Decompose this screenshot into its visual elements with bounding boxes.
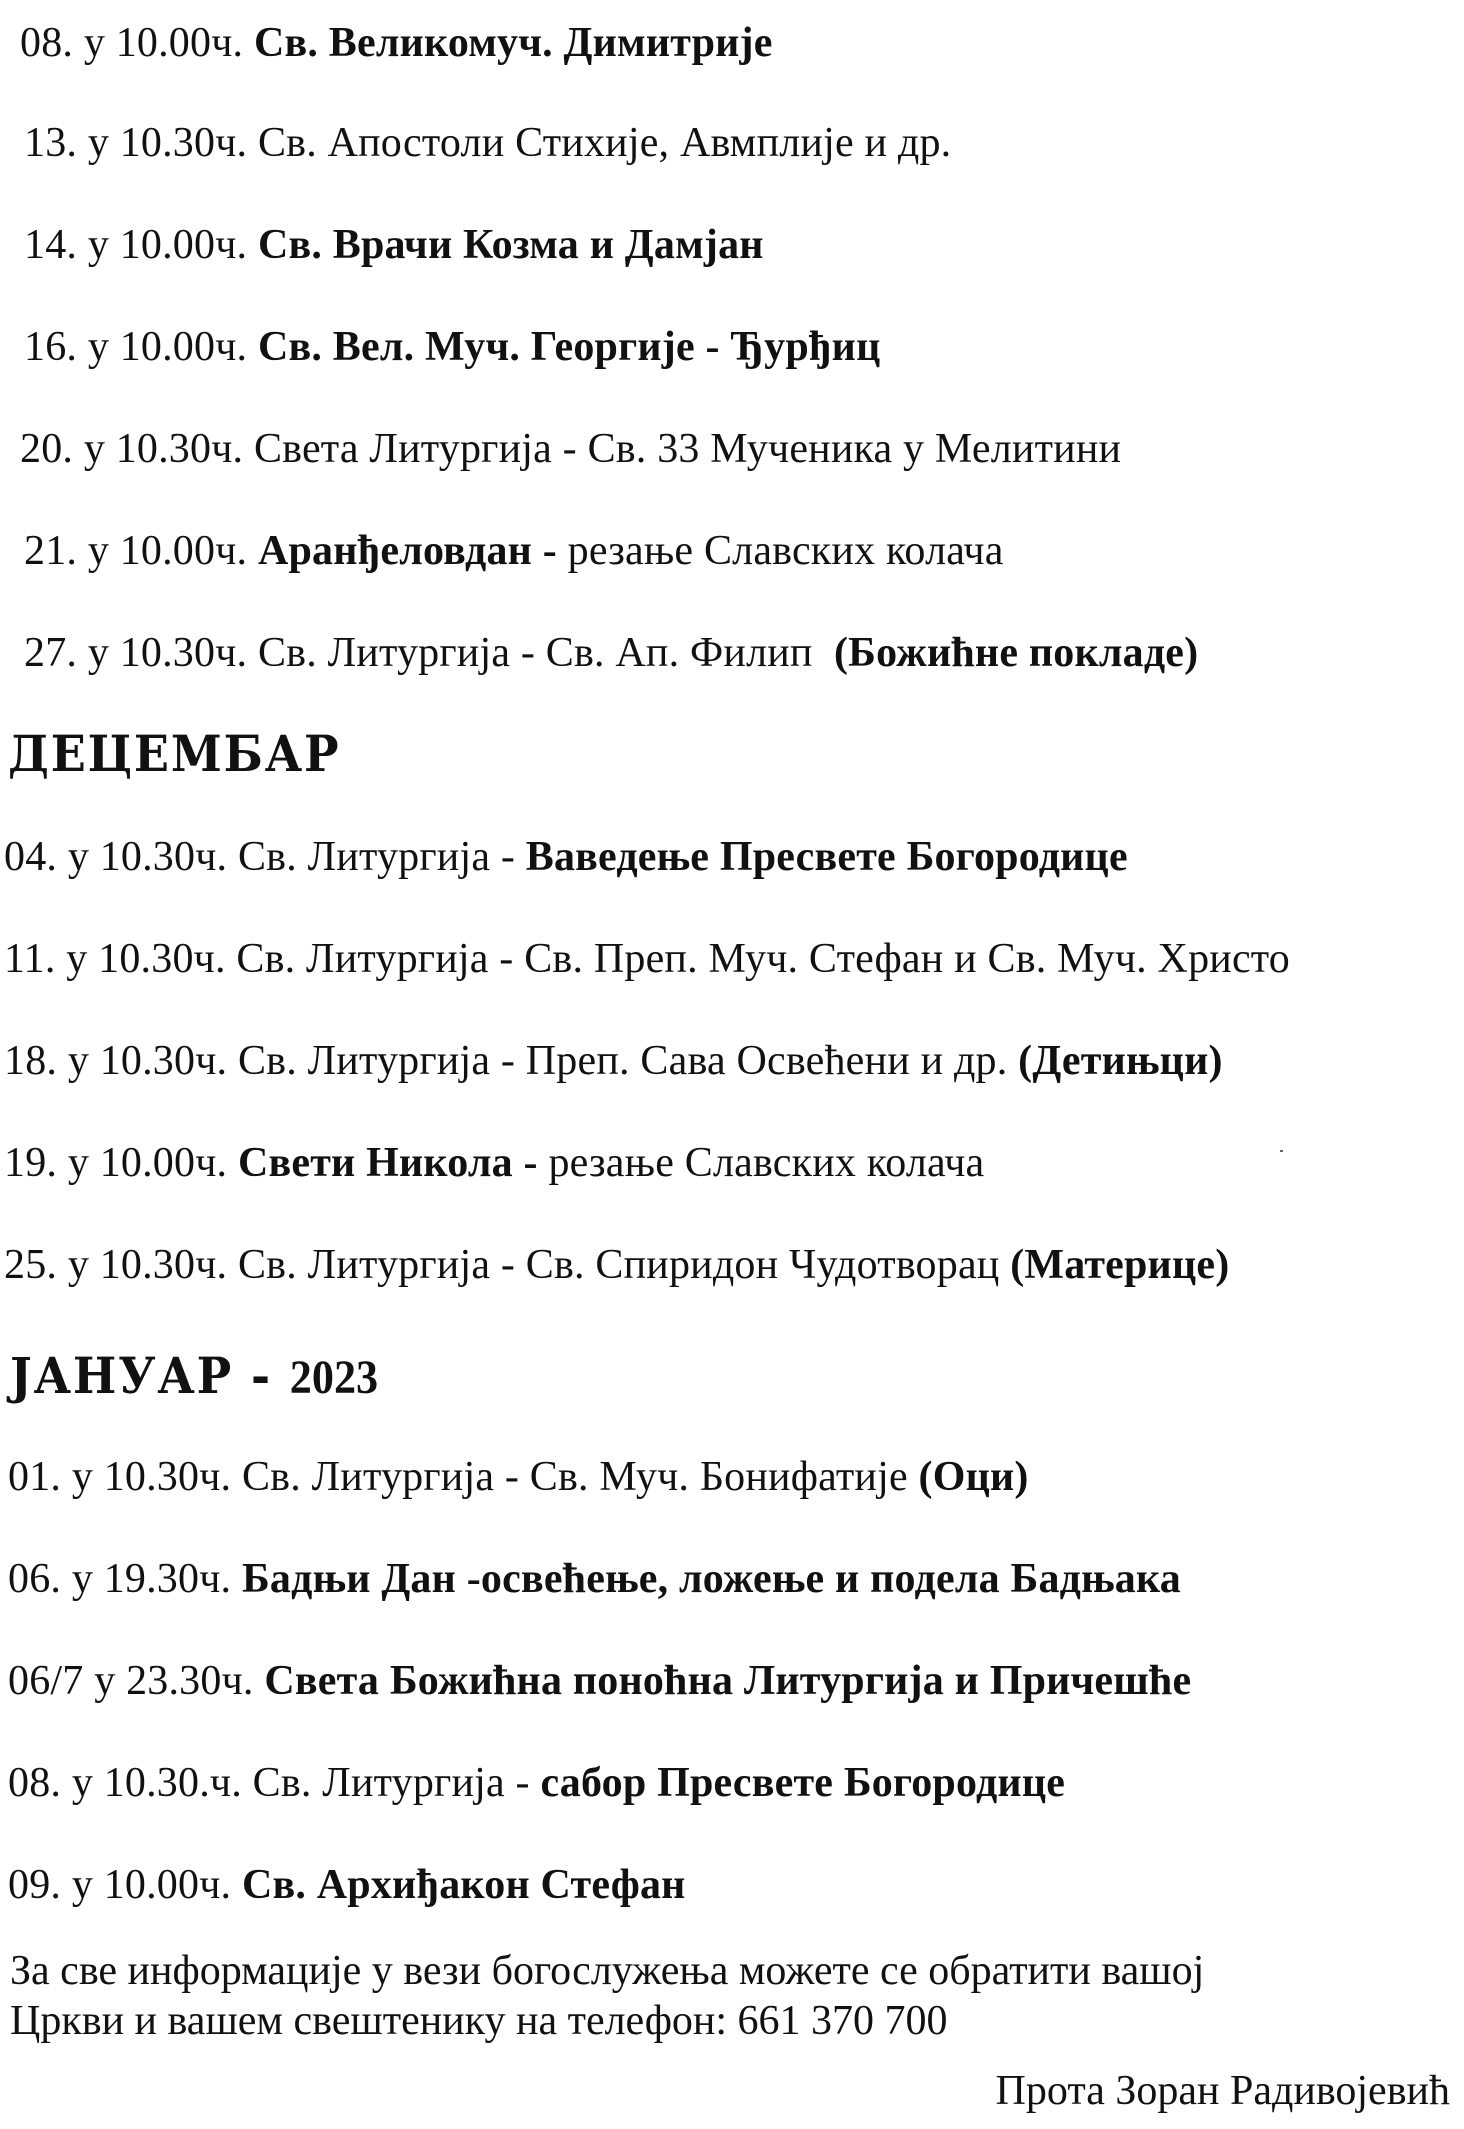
date: 16.	[24, 324, 78, 370]
schedule-row	[24, 220, 764, 270]
plain-text: резање Славских колача	[567, 528, 1004, 574]
month-heading-january	[10, 1346, 378, 1408]
plain-text: Св. Литургија - Св. Преп. Муч. Стефан и Св. Муч. Христо	[236, 936, 1291, 982]
bold-text: Св. Врачи Козма и Дамјан	[257, 222, 764, 268]
time: у 10.30ч.	[87, 630, 248, 676]
date: 21.	[24, 528, 78, 574]
time: у 10.30ч.	[66, 936, 226, 982]
date: 06.	[8, 1556, 62, 1602]
schedule-row	[24, 322, 880, 372]
plain-text: Св. Литургија - Св. Ап. Филип	[257, 630, 813, 676]
bold-text: (Божићне покладе)	[834, 630, 1199, 676]
plain-text: Св. Литургија -	[237, 834, 516, 880]
plain-text: Св. Апостоли Стихије, Авмплије и др.	[257, 120, 952, 166]
time: у 10.30ч.	[67, 834, 228, 880]
bold-text: Свети Никола -	[237, 1140, 538, 1186]
bold-text: (Оци)	[918, 1454, 1029, 1500]
bold-text: Света Божићна поноћна Литургија и Причешће	[264, 1658, 1192, 1704]
date: 11.	[4, 936, 56, 982]
scan-speck	[1280, 1150, 1283, 1152]
plain-text: Света Литургија - Св. 33 Мученика у Мелитини	[253, 426, 1122, 472]
bold-text: Аранђеловдан -	[257, 528, 557, 574]
time: у 10.30.ч.	[71, 1760, 242, 1806]
bold-text: Св. Архиђакон Стефан	[241, 1862, 686, 1908]
date: 25.	[4, 1242, 58, 1288]
schedule-row	[4, 1138, 984, 1188]
date: 01.	[8, 1454, 62, 1500]
date: 08.	[20, 20, 74, 66]
plain-text: Св. Литургија -	[252, 1760, 530, 1806]
bold-text: Св. Великомуч. Димитрије	[253, 20, 773, 66]
schedule-row	[24, 118, 951, 168]
time: у 10.00ч.	[87, 324, 248, 370]
plain-text: Св. Литургија - Св. Спиридон Чудотворац	[237, 1242, 1000, 1288]
schedule-row	[20, 424, 1121, 474]
date: 08.	[8, 1760, 62, 1806]
time: у 10.00ч.	[83, 20, 244, 66]
plain-text: Св. Литургија - Преп. Сава Освећени и др.	[237, 1038, 1008, 1084]
contact-info-line2: Цркви и вашем свештенику на телефон: 661 370 700	[10, 1998, 948, 2044]
date: 04.	[4, 834, 58, 880]
schedule-row	[8, 1860, 686, 1910]
date: 09.	[8, 1862, 62, 1908]
date: 18.	[4, 1038, 58, 1084]
schedule-row	[8, 1758, 1065, 1808]
month-heading-year: 2023	[289, 1351, 379, 1404]
date: 14.	[24, 222, 78, 268]
time: у 10.00ч.	[71, 1862, 232, 1908]
schedule-row	[4, 934, 1290, 984]
time: у 10.30ч.	[83, 426, 244, 472]
date: 20.	[20, 426, 74, 472]
bold-text: (Материце)	[1010, 1242, 1230, 1288]
time: у 10.00ч.	[67, 1140, 228, 1186]
signature: Прота Зоран Радивојевић	[995, 2068, 1450, 2114]
schedule-row	[8, 1452, 1029, 1502]
date: 27.	[24, 630, 78, 676]
time: у 10.30ч.	[67, 1038, 228, 1084]
schedule-row	[24, 628, 1198, 678]
contact-info-line1: За све информације у вези богослужења можете се обратити вашој	[10, 1948, 1205, 1994]
month-heading-label: ЈАНУАР -	[10, 1346, 272, 1405]
time: у 19.30ч.	[71, 1556, 232, 1602]
schedule-row	[4, 832, 1128, 882]
bold-text: Бадњи Дан -освећење, ложење и подела Бадњака	[241, 1556, 1181, 1602]
time: у 23.30ч.	[94, 1658, 254, 1704]
schedule-row	[8, 1554, 1181, 1604]
time: у 10.00ч.	[87, 528, 248, 574]
time: у 10.30ч.	[71, 1454, 232, 1500]
bold-text: Ваведење Пресвете Богородице	[525, 834, 1128, 880]
plain-text: Св. Литургија - Св. Муч. Бонифатије	[241, 1454, 908, 1500]
bold-text: сабор Пресвете Богородице	[540, 1760, 1066, 1806]
time: у 10.30ч.	[67, 1242, 228, 1288]
month-heading-december: ДЕЦЕМБАР	[8, 724, 341, 783]
date: 06/7	[8, 1658, 84, 1704]
plain-text: резање Славских колача	[548, 1140, 985, 1186]
time: у 10.00ч.	[87, 222, 248, 268]
date: 13.	[24, 120, 78, 166]
schedule-row	[20, 18, 773, 68]
schedule-row	[24, 526, 1004, 576]
date: 19.	[4, 1140, 58, 1186]
time: у 10.30ч.	[87, 120, 248, 166]
bold-text: Св. Вел. Муч. Георгије - Ђурђиц	[257, 324, 881, 370]
schedule-row	[4, 1036, 1223, 1086]
schedule-row	[4, 1240, 1229, 1290]
schedule-row	[8, 1656, 1191, 1706]
bold-text: (Детињци)	[1018, 1038, 1223, 1084]
